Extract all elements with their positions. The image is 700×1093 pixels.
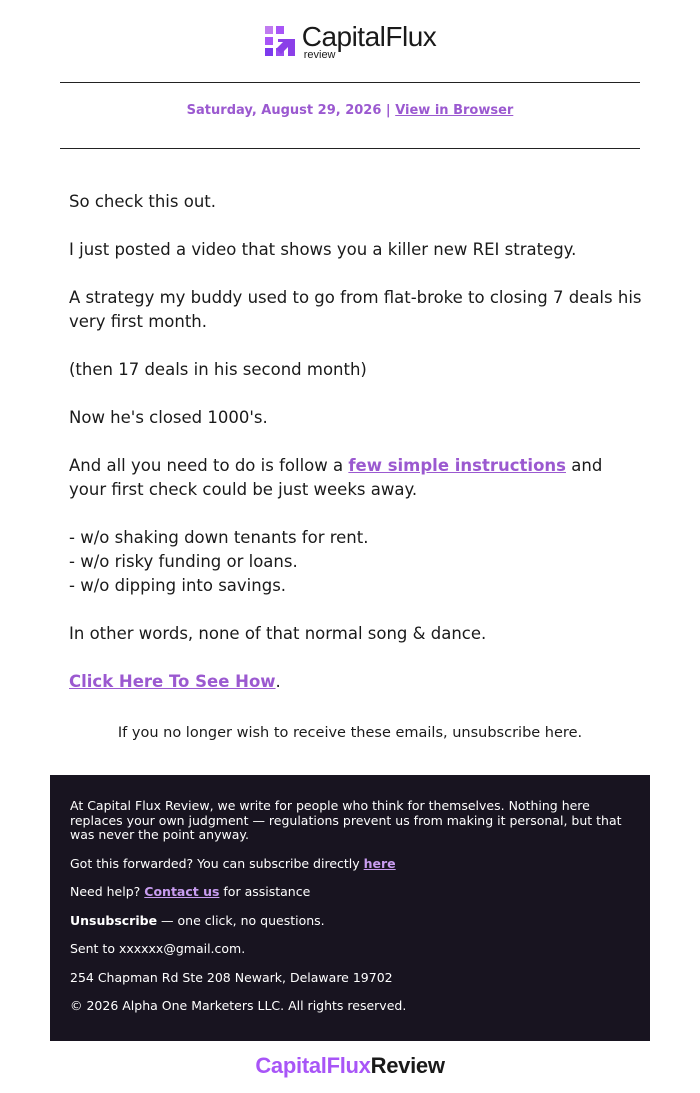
footer-forward bbox=[70, 857, 630, 872]
logo[interactable] bbox=[264, 23, 437, 61]
body-text: And all you need to do is follow a bbox=[69, 456, 349, 475]
body-paragraph bbox=[69, 454, 644, 502]
benefit-list-item: - w/o risky funding or loans. bbox=[69, 552, 298, 571]
click-here-cta-link[interactable]: Click Here To See How bbox=[69, 672, 276, 691]
instructions-link[interactable]: few simple instructions bbox=[348, 456, 566, 475]
bottom-logo-part1: CapitalFlux bbox=[255, 1053, 371, 1078]
header-logo bbox=[0, 22, 700, 62]
cta-paragraph bbox=[69, 670, 644, 694]
footer-text: for assistance bbox=[219, 884, 311, 899]
body-paragraph: So check this out. bbox=[69, 192, 216, 211]
benefit-list-item: - w/o shaking down tenants for rent. bbox=[69, 528, 369, 547]
body-text: and your first check could be just weeks away. bbox=[69, 456, 603, 499]
subscribe-here-link[interactable]: here bbox=[363, 855, 396, 871]
unsubscribe-notice[interactable]: If you no longer wish to receive these emails, unsubscribe here. bbox=[117, 725, 583, 741]
footer-text: Need help? bbox=[70, 884, 145, 899]
email-body bbox=[69, 190, 644, 718]
benefit-list bbox=[69, 526, 644, 598]
unsubscribe-link[interactable]: Unsubscribe bbox=[70, 912, 158, 928]
body-paragraph: A strategy my buddy used to go from flat-broke to closing 7 deals his very first month. bbox=[69, 288, 642, 331]
footer-disclaimer: At Capital Flux Review, we write for people who think for themselves. Nothing here replaces your own judgment — regulations prevent us from making it personal, but that was never the point anyway. bbox=[70, 798, 622, 842]
bottom-divider bbox=[60, 148, 640, 149]
benefit-list-item: - w/o dipping into savings. bbox=[69, 576, 287, 595]
contact-us-link[interactable]: Contact us bbox=[144, 884, 220, 899]
view-in-browser-link[interactable]: View in Browser bbox=[395, 103, 514, 118]
footer-sent-to: Sent to xxxxxx@gmail.com. bbox=[70, 941, 246, 956]
logo-sub: review bbox=[303, 49, 336, 61]
body-paragraph: (then 17 deals in his second month) bbox=[69, 360, 367, 379]
footer-text: — one click, no questions. bbox=[157, 912, 325, 928]
capitalflux-logo-icon bbox=[264, 25, 298, 59]
issue-date: Saturday, August 29, 2026 bbox=[186, 103, 382, 118]
footer-copyright: © 2026 Alpha One Marketers LLC. All rights reserved. bbox=[70, 998, 407, 1013]
dateline bbox=[0, 103, 700, 118]
footer-unsubscribe bbox=[70, 914, 630, 929]
bottom-logo-part2: Review bbox=[370, 1053, 445, 1078]
footer bbox=[50, 775, 650, 1041]
logo-name: CapitalFlux bbox=[301, 21, 437, 52]
cta-period: . bbox=[275, 672, 281, 691]
body-paragraph: In other words, none of that normal song & dance. bbox=[69, 624, 487, 643]
body-paragraph: Now he's closed 1000's. bbox=[69, 408, 268, 427]
top-divider bbox=[60, 82, 640, 83]
dateline-separator: | bbox=[381, 103, 396, 118]
bottom-logo bbox=[0, 1053, 700, 1079]
footer-text: Got this forwarded? You can subscribe directly bbox=[70, 855, 364, 871]
body-paragraph: I just posted a video that shows you a killer new REI strategy. bbox=[69, 240, 577, 259]
footer-address: 254 Chapman Rd Ste 208 Newark, Delaware 19702 bbox=[70, 969, 393, 985]
footer-help bbox=[70, 885, 630, 900]
